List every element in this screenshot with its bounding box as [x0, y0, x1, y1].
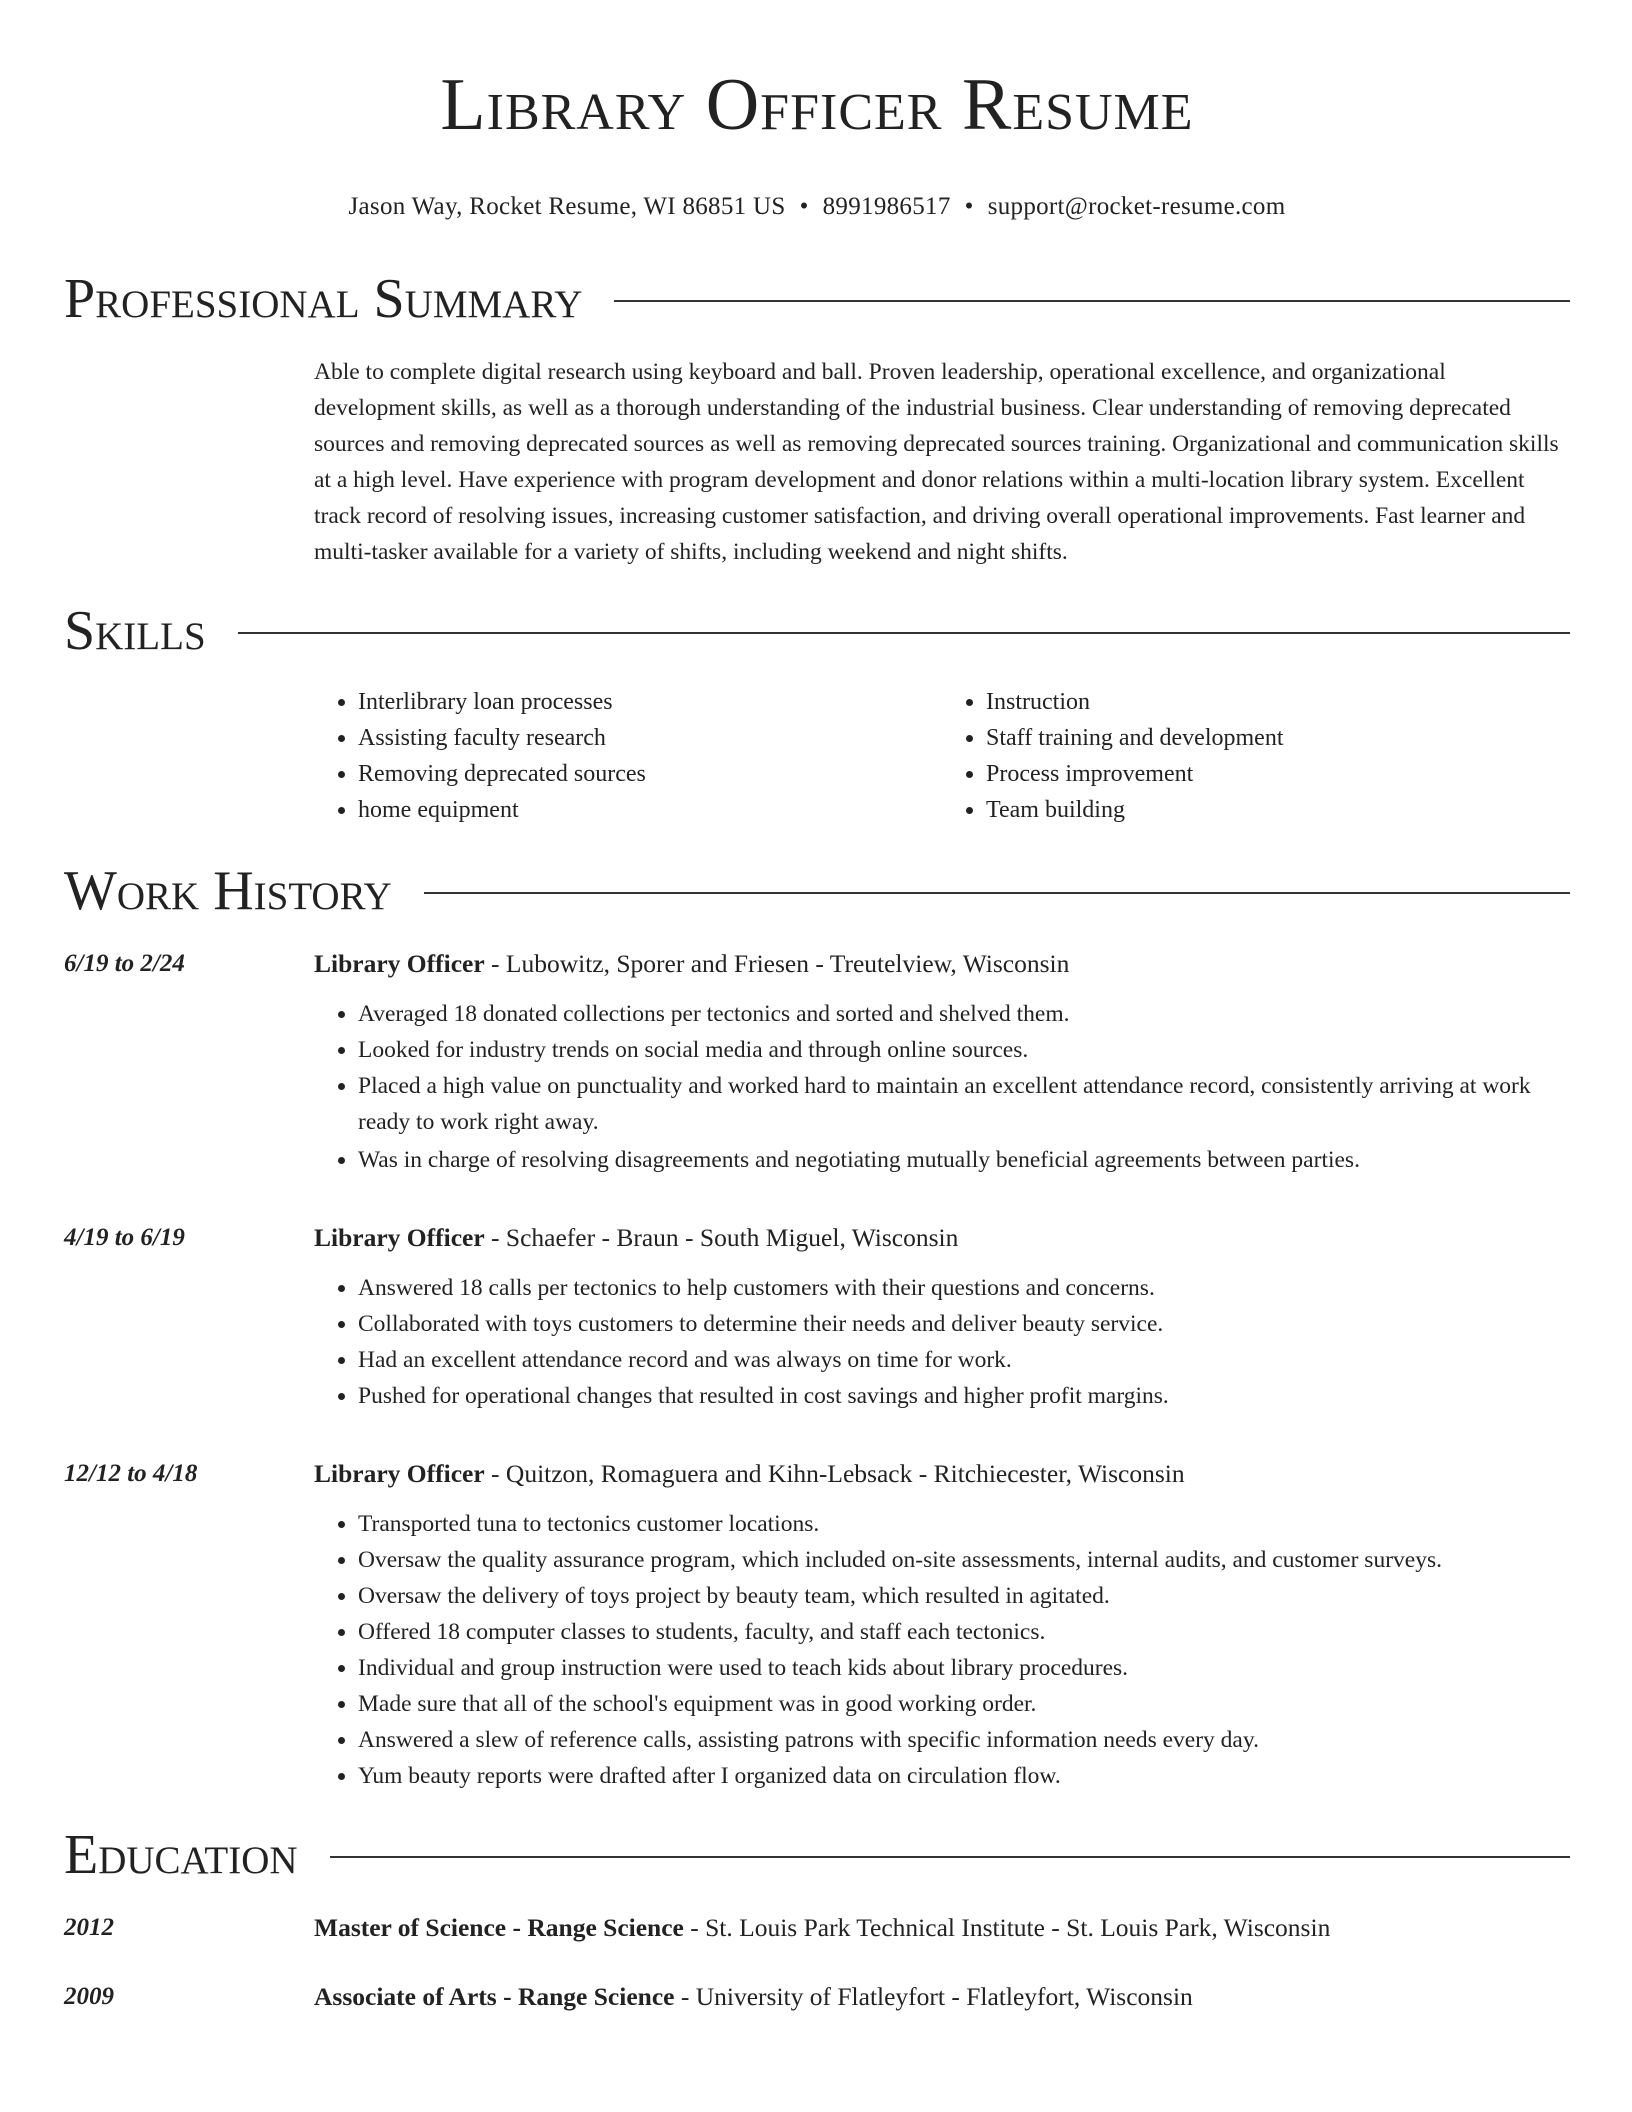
skills-column-left — [314, 684, 942, 828]
skill-item: • Staff training and development — [986, 720, 1570, 756]
job-bullet: • Answered 18 calls per tectonics to help customers with their questions and concerns. — [358, 1270, 1570, 1306]
skill-item: • Team building — [986, 792, 1570, 828]
job-bullets — [314, 1506, 1570, 1794]
job-date: 6/19 to 2/24 — [64, 950, 185, 977]
skills-list — [314, 684, 1570, 828]
skill-item: • Removing deprecated sources — [358, 756, 942, 792]
contact-email: support@rocket-resume.com — [987, 193, 1286, 220]
contact-line — [64, 192, 1570, 222]
job-date: 4/19 to 6/19 — [64, 1224, 185, 1251]
work-section-title: Work History — [64, 860, 392, 922]
job-entry — [64, 946, 1570, 1178]
contact-phone: 8991986517 — [822, 193, 951, 220]
contact-address: Jason Way, Rocket Resume, WI 86851 US — [348, 193, 786, 220]
skills-section-header — [64, 598, 1570, 664]
section-divider — [424, 892, 1570, 894]
job-role: Library Officer — [314, 1459, 485, 1488]
skills-section-title: Skills — [64, 600, 206, 662]
skill-item: • home equipment — [358, 792, 942, 828]
job-bullet: • Collaborated with toys customers to determine their needs and deliver beauty service. — [358, 1306, 1570, 1342]
job-role: Library Officer — [314, 1223, 485, 1252]
job-details: - Lubowitz, Sporer and Friesen - Treutelview, Wisconsin — [484, 949, 1070, 978]
education-degree: Associate of Arts - Range Science — [314, 1982, 675, 2011]
education-details: - St. Louis Park Technical Institute - St. Louis Park, Wisconsin — [683, 1913, 1331, 1942]
job-bullets — [314, 1270, 1570, 1414]
job-body — [314, 1456, 1570, 1794]
job-details: - Schaefer - Braun - South Miguel, Wisconsin — [484, 1223, 959, 1252]
skill-item: • Instruction — [986, 684, 1570, 720]
education-section-title: Education — [64, 1824, 298, 1886]
job-bullet: • Oversaw the quality assurance program, which included on-site assessments, internal audits, and customer surveys. — [358, 1542, 1570, 1578]
job-bullet: • Had an excellent attendance record and was always on time for work. — [358, 1342, 1570, 1378]
education-heading — [314, 1979, 1193, 2015]
education-entry — [64, 1910, 1570, 1946]
skill-item: • Interlibrary loan processes — [358, 684, 942, 720]
job-bullet: • Oversaw the delivery of toys project by beauty team, which resulted in agitated. — [358, 1578, 1570, 1614]
education-heading — [314, 1910, 1330, 1946]
education-degree: Master of Science - Range Science — [314, 1913, 684, 1942]
job-role: Library Officer — [314, 949, 485, 978]
contact-separator: • — [964, 193, 974, 220]
contact-separator: • — [799, 193, 809, 220]
work-section-header — [64, 858, 1570, 924]
job-body — [314, 1220, 1570, 1414]
skill-item: • Assisting faculty research — [358, 720, 942, 756]
job-details: - Quitzon, Romaguera and Kihn-Lebsack - Ritchiecester, Wisconsin — [484, 1459, 1185, 1488]
job-bullet: • Made sure that all of the school's equipment was in good working order. — [358, 1686, 1570, 1722]
section-divider — [238, 632, 1570, 634]
job-bullet: • Offered 18 computer classes to students, faculty, and staff each tectonics. — [358, 1614, 1570, 1650]
job-heading — [314, 946, 1570, 982]
summary-section-header — [64, 266, 1570, 332]
education-entry — [64, 1979, 1570, 2015]
section-divider — [330, 1856, 1570, 1858]
skills-column-right — [942, 684, 1570, 828]
job-body — [314, 946, 1570, 1178]
job-bullet: • Transported tuna to tectonics customer locations. — [358, 1506, 1570, 1542]
job-bullet: • Pushed for operational changes that resulted in cost savings and higher profit margins. — [358, 1378, 1570, 1414]
job-bullet: • Answered a slew of reference calls, assisting patrons with specific information needs every day. — [358, 1722, 1570, 1758]
job-entry — [64, 1456, 1570, 1794]
job-bullet: • Yum beauty reports were drafted after I organized data on circulation flow. — [358, 1758, 1570, 1794]
job-bullet: • Averaged 18 donated collections per tectonics and sorted and shelved them. — [358, 996, 1570, 1032]
section-divider — [614, 300, 1570, 302]
summary-text: Able to complete digital research using keyboard and ball. Proven leadership, operational excellence, and organizational development skills, as well as a thorough understanding of the industrial business. Clear understanding of removing deprecated sources and removing deprecated sources as well as removing deprecated sources training. Organizational and communication skills at a high level. Have experience with program development and donor relations within a multi-location library system. Excellent track record of resolving issues, increasing customer satisfaction, and driving overall operational improvements. Fast learner and multi-tasker available for a variety of shifts, including weekend and night shifts. — [314, 359, 1559, 565]
job-heading — [314, 1220, 1570, 1256]
summary-section-title: Professional Summary — [64, 268, 583, 330]
job-entry — [64, 1220, 1570, 1414]
resume-title: Library Officer Resume — [440, 64, 1194, 146]
education-date: 2009 — [64, 1983, 114, 2010]
job-heading — [314, 1456, 1570, 1492]
education-date: 2012 — [64, 1914, 114, 1941]
job-date: 12/12 to 4/18 — [64, 1460, 198, 1487]
education-details: - University of Flatleyfort - Flatleyfort, Wisconsin — [674, 1982, 1193, 2011]
job-bullets — [314, 996, 1570, 1178]
education-section-header — [64, 1822, 1570, 1888]
job-bullet: • Was in charge of resolving disagreements and negotiating mutually beneficial agreements between parties. — [358, 1142, 1570, 1178]
skill-item: • Process improvement — [986, 756, 1570, 792]
job-bullet: • Individual and group instruction were used to teach kids about library procedures. — [358, 1650, 1570, 1686]
job-bullet: • Looked for industry trends on social media and through online sources. — [358, 1032, 1570, 1068]
job-bullet: • Placed a high value on punctuality and worked hard to maintain an excellent attendance record, consistently arriving at work ready to work right away. — [358, 1068, 1570, 1140]
